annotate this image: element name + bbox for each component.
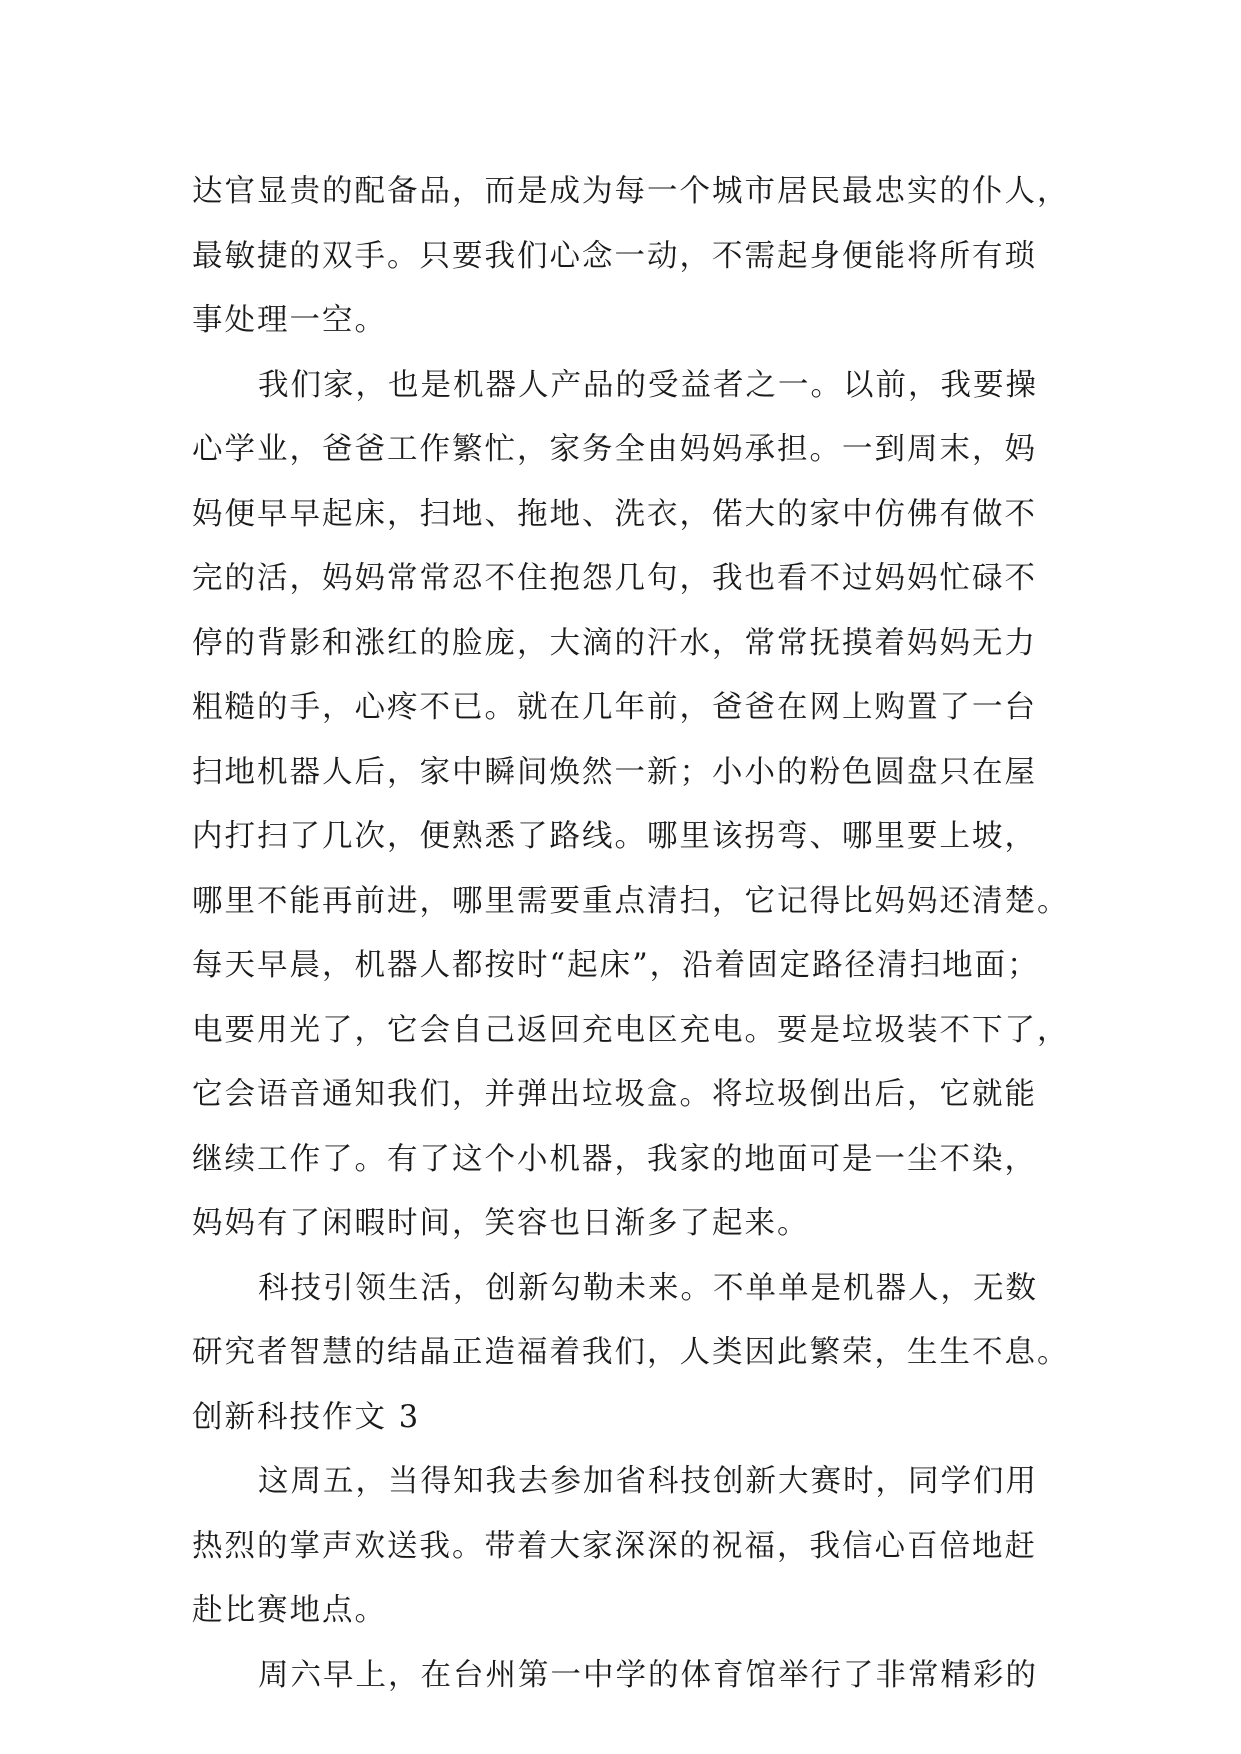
text-line: 达官显贵的配备品，而是成为每一个城市居民最忠实的仆人， [192,174,1070,209]
text-line: 它会语音通知我们，并弹出垃圾盒。将垃圾倒出后，它就能 [192,1077,1037,1112]
essay-body [192,160,1092,1708]
text-line: 粗糙的手，心疼不已。就在几年前，爸爸在网上购置了一台 [192,690,1037,725]
section-heading: 创新科技作文 3 [192,1399,421,1435]
text-line: 心学业，爸爸工作繁忙，家务全由妈妈承担。一到周末，妈 [192,432,1037,467]
text-line: 妈便早早起床，扫地、拖地、洗衣，偌大的家中仿佛有做不 [192,496,1037,532]
text-line: 完的活，妈妈常常忍不住抱怨几句，我也看不过妈妈忙碌不 [192,561,1037,596]
text-line: 电要用光了，它会自己返回充电区充电。要是垃圾装不下了， [192,1012,1070,1048]
text-line: 哪里不能再前进，哪里需要重点清扫，它记得比妈妈还清楚。 [192,883,1070,919]
text-line: 赴比赛地点。 [192,1593,387,1628]
paragraph-first-line: 这周五，当得知我去参加省科技创新大赛时，同学们用 [258,1464,1038,1499]
text-line: 每天早晨，机器人都按时“起床”，沿着固定路径清扫地面； [192,948,1040,983]
text-line: 停的背影和涨红的脸庞，大滴的汗水，常常抚摸着妈妈无力 [192,625,1037,661]
paragraph-first-line: 我们家，也是机器人产品的受益者之一。以前，我要操 [258,367,1038,403]
text-line: 内打扫了几次，便熟悉了路线。哪里该拐弯、哪里要上坡， [192,819,1037,854]
text-line: 扫地机器人后，家中瞬间焕然一新；小小的粉色圆盘只在屋 [192,754,1037,790]
text-line: 热烈的掌声欢送我。带着大家深深的祝福，我信心百倍地赶 [192,1528,1037,1564]
text-line: 继续工作了。有了这个小机器，我家的地面可是一尘不染， [192,1141,1037,1177]
paragraph-first-line: 科技引领生活，创新勾勒未来。不单单是机器人，无数 [258,1270,1038,1306]
text-line: 最敏捷的双手。只要我们心念一动，不需起身便能将所有琐 [192,238,1037,274]
paragraph-first-line: 周六早上，在台州第一中学的体育馆举行了非常精彩的 [258,1657,1038,1693]
text-line: 妈妈有了闲暇时间，笑容也日渐多了起来。 [192,1206,810,1241]
text-line: 事处理一空。 [192,303,387,338]
text-line: 研究者智慧的结晶正造福着我们，人类因此繁荣，生生不息。 [192,1335,1070,1370]
